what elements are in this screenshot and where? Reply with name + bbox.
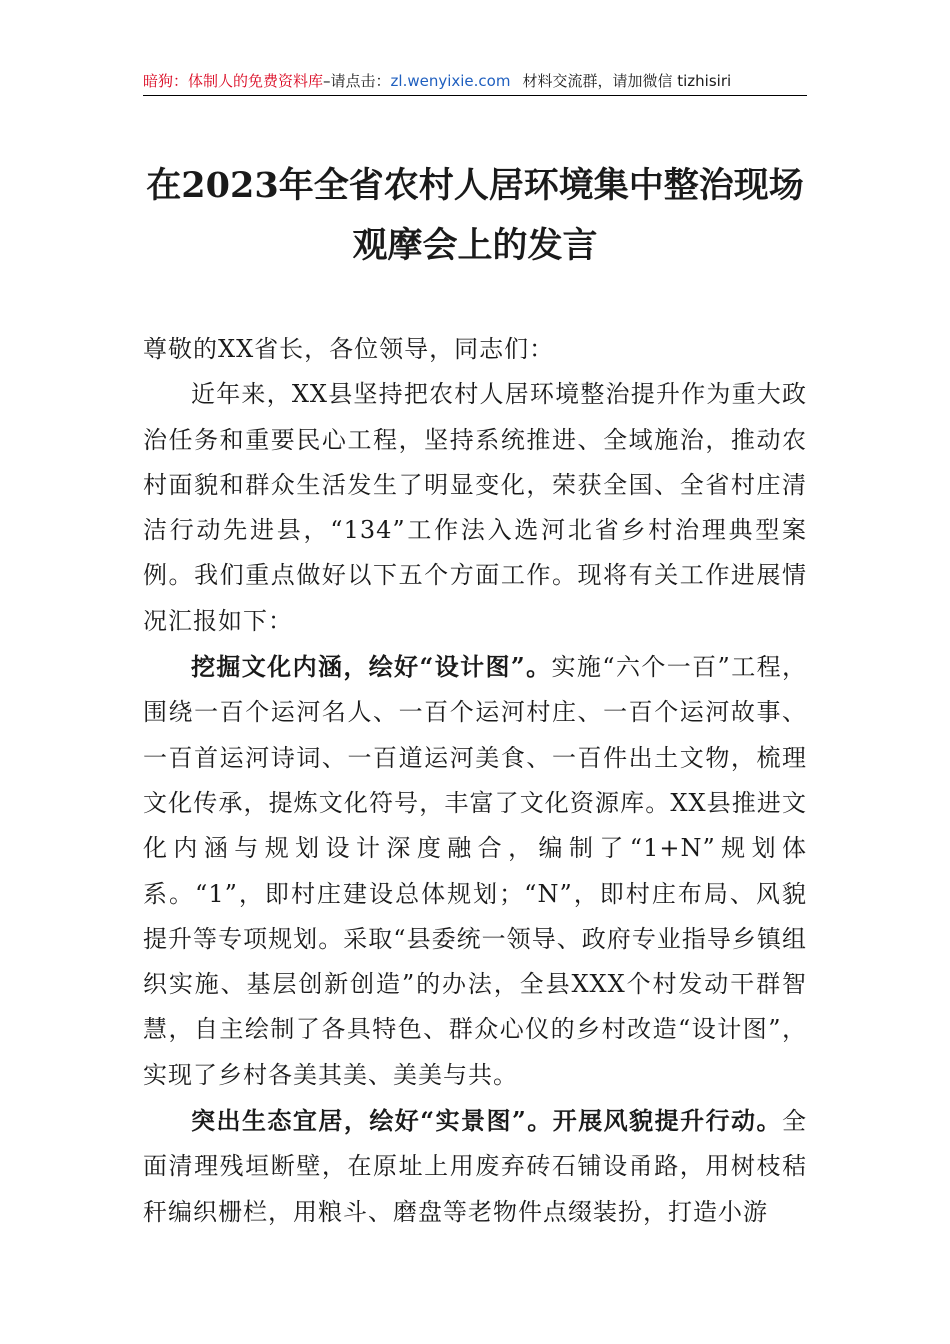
section-2-text: 全面清理残垣断壁，在原址上用废弃砖石铺设甬路，用树枝秸秆编织栅栏，用粮斗、磨盘等老物件点缀装扮，打造小游 [143,1107,807,1226]
salutation: 尊敬的XX省长，各位领导，同志们： [143,335,555,363]
section-2-heading: 突出生态宜居，绘好“实景图”。开展风貌提升行动。 [191,1106,782,1136]
header-wechat-note: 材料交流群，请加微信 tizhisiri [522,72,732,90]
header-click-prefix: –请点击： [323,72,391,90]
paragraph-section-1 [143,644,807,1098]
paragraph-intro: 近年来，XX县坚持把农村人居环境整治提升作为重大政治任务和重要民心工程，坚持系统推进、全域施治，推动农村面貌和群众生活发生了明显变化，荣获全国、全省村庄清洁行动先进县，“134”工作法入选河北省乡村治理典型案例。我们重点做好以下五个方面工作。现将有关工作进展情况汇报如下： [143,380,807,635]
section-1-heading: 挖掘文化内涵，绘好“设计图”。 [191,652,552,682]
paragraph-section-2 [143,1098,807,1235]
title-line-1: 在2023年全省农村人居环境集中整治现场 [146,165,804,206]
page-header [143,66,807,96]
document-title [143,156,807,276]
header-url-link[interactable]: zl.wenyixie.com [390,72,511,90]
document-body [143,327,807,1235]
header-site-name: 暗狗：体制人的免费资料库 [143,72,324,90]
section-1-text: 实施“六个一百”工程，围绕一百个运河名人、一百个运河村庄、一百个运河故事、一百首运河诗词、一百道运河美食、一百件出土文物，梳理文化传承，提炼文化符号，丰富了文化资源库。XX县推进文化内涵与规划设计深度融合，编制了“1+N”规划体系。“1”，即村庄建设总体规划；“N”，即村庄布局、风貌提升等专项规划。采取“县委统一领导、政府专业指导乡镇组织实施、基层创新创造”的办法，全县XXX个村发动干群智慧，自主绘制了各具特色、群众心仪的乡村改造“设计图”，实现了乡村各美其美、美美与共。 [143,653,807,1089]
title-line-2: 观摩会上的发言 [352,225,598,266]
